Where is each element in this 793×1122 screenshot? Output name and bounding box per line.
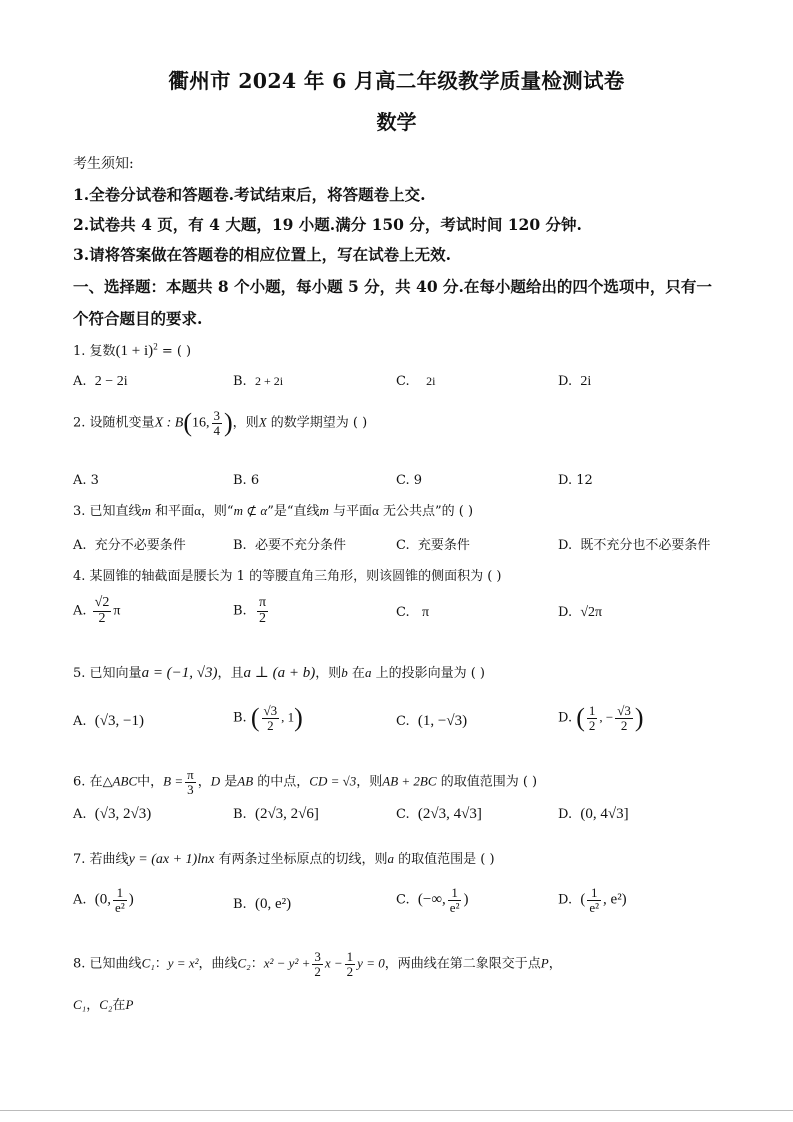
q6-text-c: ， <box>197 774 211 790</box>
q2-option-b-text: 6 <box>250 473 260 488</box>
notice-item-2: 2.试卷共 4 页，有 4 大题，19 小题.满分 150 分，考试时间 120 分钟. <box>73 215 582 234</box>
q7-text-b: 有两条过坐标原点的切线，则 <box>218 852 388 867</box>
q4-a-after: π <box>113 603 121 619</box>
q3-text-f: 无公共点”的 ( ) <box>382 504 474 519</box>
q5-option-d-fraction-2 <box>615 704 633 732</box>
q8-text-a: 已知曲线 <box>89 956 142 972</box>
q5-b: b <box>341 665 348 680</box>
q8-eq2c: y = 0 <box>357 955 385 971</box>
q7-d-pre: ( <box>580 891 586 908</box>
q4-a-num: √2 <box>94 595 110 610</box>
q1-option-a-text: 2 − 2i <box>94 374 128 389</box>
q7-d-post: , e²) <box>603 891 627 908</box>
q5-text-e: 上的投影向量为 ( ) <box>375 666 485 681</box>
notice-item-1: 1.全卷分试卷和答题卷.考试结束后，将答题卷上交. <box>73 185 426 204</box>
notice-item-3: 3.请将答案做在答题卷的相应位置上，写在试卷上无效. <box>73 245 452 264</box>
q1-tail: = ( ) <box>161 344 192 359</box>
question-6 <box>73 768 537 796</box>
q4-option-c-letter: C. <box>396 605 410 620</box>
q2-prefix: 设随机变量 <box>89 415 155 431</box>
q8-text-h: 在 <box>112 998 126 1013</box>
q3-text-b: 和平面 <box>155 504 195 519</box>
q6-frac-den: 3 <box>187 781 194 797</box>
q8-c1b: C₁ <box>73 997 87 1012</box>
q5-option-b-fraction <box>262 704 280 732</box>
q2-tail: 的数学期望为 ( ) <box>270 415 368 431</box>
q4-option-a-letter: A. <box>73 603 87 619</box>
q7-text-a: 若曲线 <box>89 852 129 867</box>
q8-c2: C₂ <box>237 955 251 971</box>
q7-a: a <box>387 851 394 866</box>
q4-a-den: 2 <box>98 610 106 626</box>
q7-option-b-text: (0, e²) <box>254 896 292 912</box>
q5-a: a <box>364 665 372 680</box>
q8-f1-den: 2 <box>314 963 321 979</box>
q8-fraction-1 <box>312 950 323 978</box>
exam-title: 衢州市 2024 年 6 月高二年级教学质量检测试卷 <box>168 69 625 93</box>
q7-a-den: e² <box>115 899 125 915</box>
q5-eq1: a = (−1, √3) <box>141 665 218 681</box>
q4-option-b-fraction <box>257 596 268 626</box>
q3-option-d-letter: D. <box>558 538 573 553</box>
q7-option-c[interactable] <box>396 886 468 914</box>
q6-option-c-text: (2√3, 4√3] <box>417 806 482 822</box>
q4-option-c[interactable] <box>396 605 429 621</box>
q7-option-c-letter: C. <box>396 892 410 908</box>
q3-option-d-text: 既不充分也不必要条件 <box>580 538 711 553</box>
question-4 <box>73 565 502 584</box>
q6-text-f: ，则 <box>356 774 383 790</box>
q8-text-d: ： <box>250 956 264 972</box>
q5-eq2: a ⊥ (a + b) <box>243 665 316 681</box>
q2-variable: X : B <box>154 415 184 431</box>
q6-expr: AB + 2BC <box>382 773 437 789</box>
q5-b-after: , 1 <box>281 709 295 725</box>
q2-option-b[interactable] <box>233 473 259 488</box>
notice-heading: 考生须知: <box>73 156 134 172</box>
q6-option-c-letter: C. <box>396 807 410 822</box>
q5-option-d-letter: D. <box>558 710 573 726</box>
q6-frac-num: π <box>187 767 194 782</box>
question-7 <box>73 848 495 868</box>
q3-option-a-letter: A. <box>73 538 87 553</box>
q1-prefix: 复数 <box>89 344 116 359</box>
q3-text-c: ，则“ <box>200 504 234 519</box>
q7-c-den: e² <box>449 899 460 915</box>
q4-option-b-letter: B. <box>233 603 247 619</box>
q6-text-g: 的取值范围为 ( ) <box>440 774 538 790</box>
q6-option-b-text: (2√3, 2√6] <box>254 806 319 822</box>
q2-option-c[interactable] <box>396 473 422 488</box>
q7-text-c: 的取值范围是 ( ) <box>398 852 495 867</box>
q1-number: 1. <box>73 344 86 359</box>
q4-option-b[interactable] <box>233 596 270 626</box>
q5-b-den: 2 <box>267 717 274 733</box>
q8-f1-num: 3 <box>314 949 321 964</box>
q3-m2: m <box>319 503 329 518</box>
q5-b-num: √3 <box>263 702 278 718</box>
q1-option-d[interactable] <box>558 374 591 390</box>
q5-option-a-letter: A. <box>73 714 87 729</box>
q1-option-b-text: 2 + 2i <box>254 374 284 388</box>
q3-option-c-letter: C. <box>396 538 410 553</box>
q6-option-d[interactable] <box>558 806 629 823</box>
q5-d-den: 2 <box>588 717 596 733</box>
q6-option-a-letter: A. <box>73 807 87 822</box>
q3-option-b-text: 必要不充分条件 <box>254 538 346 553</box>
q8-c1: C₁ <box>141 955 155 971</box>
subject-title: 数学 <box>376 110 417 134</box>
q7-option-b[interactable] <box>233 896 291 913</box>
q5-d-den2: 2 <box>620 717 628 733</box>
q7-c-num: 1 <box>448 886 462 901</box>
q8-f2-num: 1 <box>346 949 354 964</box>
q3-option-a[interactable] <box>73 534 186 553</box>
q6-option-d-letter: D. <box>558 807 573 822</box>
q2-option-c-text: 9 <box>413 473 423 488</box>
q8-f2-den: 2 <box>346 963 354 979</box>
question-8-continuation <box>73 994 133 1013</box>
q3-option-c[interactable] <box>396 534 470 553</box>
q1-option-c-letter: C. <box>396 374 410 389</box>
q4-option-d-letter: D. <box>558 605 573 620</box>
q7-option-a-fraction <box>113 886 127 914</box>
q2-option-a[interactable] <box>73 473 99 488</box>
q5-option-a-text: (√3, −1) <box>94 713 144 729</box>
q6-angle: B = <box>163 773 184 789</box>
q3-option-c-text: 充要条件 <box>417 538 470 553</box>
q8-p2: P <box>125 997 134 1012</box>
q7-a-num: 1 <box>113 886 127 901</box>
q1-option-a[interactable] <box>73 374 128 390</box>
q3-text-a: 已知直线 <box>89 504 142 519</box>
q4-option-d[interactable] <box>558 605 602 621</box>
q6-triangle: △ABC <box>102 773 138 789</box>
q1-option-d-text: 2i <box>580 374 592 389</box>
q2-fraction <box>212 409 223 437</box>
q4-text: 某圆锥的轴截面是腰长为 1 的等腰直角三角形，则该圆锥的侧面积为 ( ) <box>89 569 502 584</box>
q2-number: 2. <box>73 415 86 431</box>
q7-a-post: ) <box>128 891 134 908</box>
q2-option-a-letter: A. <box>73 473 87 488</box>
q3-number: 3. <box>73 504 86 519</box>
q1-exponent: 2 <box>153 341 158 352</box>
q7-option-a-letter: A. <box>73 892 87 908</box>
q7-number: 7. <box>73 852 86 867</box>
q3-text-e: 与平面 <box>333 504 373 519</box>
q5-option-d-fraction-1 <box>587 704 598 732</box>
q5-number: 5. <box>73 666 86 681</box>
q6-option-b-letter: B. <box>233 807 247 822</box>
q6-d: D <box>210 773 221 789</box>
question-2 <box>73 408 367 438</box>
q5-d-num: 1 <box>588 702 596 718</box>
q8-text-f: ， <box>548 956 562 972</box>
q6-cd: CD = √3 <box>309 773 357 789</box>
q5-text-c: ，则 <box>315 666 342 681</box>
q3-option-a-text: 充分不必要条件 <box>94 538 186 553</box>
q6-text-a: 在 <box>89 774 103 790</box>
question-8 <box>73 950 562 978</box>
q1-option-b[interactable] <box>233 374 283 389</box>
q5-option-c[interactable] <box>396 713 467 730</box>
q5-option-c-text: (1, −√3) <box>417 713 468 729</box>
q5-option-b-letter: B. <box>233 710 247 726</box>
q6-option-b[interactable] <box>233 806 319 823</box>
q3-alpha1: α <box>194 503 201 518</box>
q1-expr: (1 + i) <box>115 343 154 359</box>
q5-text-d: 在 <box>351 666 365 681</box>
q6-ab: AB <box>237 773 254 789</box>
q6-text-b: 中， <box>137 774 164 790</box>
q4-b-den: 2 <box>258 610 266 626</box>
q2-option-d[interactable] <box>558 473 593 488</box>
q7-d-den: e² <box>589 899 600 915</box>
q4-option-a[interactable] <box>73 596 120 626</box>
q5-option-a[interactable] <box>73 713 144 730</box>
q4-option-a-fraction <box>93 596 112 626</box>
q6-text-d: 是 <box>224 774 238 790</box>
q5-option-c-letter: C. <box>396 714 410 729</box>
q3-option-b-letter: B. <box>233 538 247 553</box>
q5-d-mid: , − <box>599 709 614 725</box>
q7-equation: y = (ax + 1)lnx <box>128 852 215 867</box>
q2-option-d-text: 12 <box>576 473 593 488</box>
q5-option-d[interactable]: D. ( $\frac{1}{2}$ , − $\frac{√3}{2}$ ) <box>558 702 644 733</box>
question-5 <box>73 662 485 682</box>
q6-option-a-text: (√3, 2√3) <box>94 806 152 822</box>
q3-text-d: ”是“直线 <box>267 504 320 519</box>
q6-text-e: 的中点， <box>257 774 310 790</box>
page-bottom-rule <box>0 1110 793 1111</box>
q2-option-d-letter: D. <box>558 473 573 488</box>
q2-frac-num: 3 <box>213 407 220 423</box>
q5-text-b: ，且 <box>217 666 244 681</box>
q7-option-d-fraction <box>587 886 601 914</box>
q8-text-b: ： <box>154 956 168 972</box>
q8-c2b: C₂ <box>99 997 113 1012</box>
q8-p: P <box>540 955 549 971</box>
q4-b-num: π <box>258 595 267 610</box>
q1-option-c[interactable] <box>396 374 436 389</box>
q1-option-c-text: 2i <box>426 374 436 388</box>
q2-mid: ，则 <box>232 415 259 431</box>
q2-variable-2: X <box>258 414 267 430</box>
q1-option-b-letter: B. <box>233 374 247 389</box>
q6-option-a[interactable] <box>73 806 151 823</box>
q8-text-c: ，曲线 <box>198 956 238 972</box>
q4-option-c-text: π <box>422 605 430 620</box>
q2-arg: 16, <box>192 415 210 431</box>
q2-option-a-text: 3 <box>90 473 99 488</box>
q5-d-num2: √3 <box>617 702 631 718</box>
q4-option-d-text: √2π <box>580 605 603 620</box>
q7-option-d-letter: D. <box>558 892 573 908</box>
q3-alpha2: α <box>372 503 379 518</box>
q8-fraction-2 <box>345 950 356 978</box>
q6-option-d-text: (0, 4√3] <box>580 806 629 822</box>
q8-text-e: ，两曲线在第二象限交于点 <box>384 956 541 972</box>
q1-option-a-letter: A. <box>73 374 87 389</box>
q5-text-a: 已知向量 <box>89 666 142 681</box>
q5-option-b[interactable]: B. ( $\frac{√3}{2}$ , 1) <box>233 702 303 733</box>
q3-option-b[interactable] <box>233 534 346 553</box>
q8-eq2a: x² − y² + <box>263 955 311 971</box>
q7-d-num: 1 <box>587 886 601 901</box>
q1-option-d-letter: D. <box>558 374 573 389</box>
section-heading-line2: 个符合题目的要求. <box>73 309 203 328</box>
q4-number: 4. <box>73 569 86 584</box>
q7-c-post: ) <box>463 891 469 908</box>
q2-option-c-letter: C. <box>396 473 410 488</box>
question-3 <box>73 500 473 519</box>
q7-option-d[interactable] <box>558 886 627 914</box>
q8-eq2b: x − <box>324 955 343 971</box>
q2-lparen: ( <box>183 408 192 437</box>
q7-a-pre: (0, <box>94 891 112 908</box>
q6-option-c[interactable] <box>396 806 482 823</box>
q8-text-g: ， <box>86 998 100 1013</box>
question-1 <box>73 340 191 360</box>
q7-option-c-fraction <box>448 886 462 914</box>
q2-frac-den: 4 <box>213 422 220 438</box>
q6-number: 6. <box>73 774 86 790</box>
q3-relation: m ⊄ α <box>233 503 268 518</box>
q7-option-a[interactable] <box>73 886 134 914</box>
q8-eq1: y = x² <box>167 955 199 971</box>
q2-option-b-letter: B. <box>233 473 247 488</box>
q3-m1: m <box>141 503 151 518</box>
q8-number: 8. <box>73 956 86 972</box>
q6-fraction <box>185 768 196 796</box>
section-heading-line1: 一、选择题：本题共 8 个小题，每小题 5 分，共 40 分.在每小题给出的四个选项中，只有一 <box>73 277 712 296</box>
q2-rparen: ) <box>224 408 233 437</box>
q7-c-pre: (−∞, <box>417 891 446 908</box>
q7-option-b-letter: B. <box>233 897 247 912</box>
q3-option-d[interactable] <box>558 534 710 553</box>
